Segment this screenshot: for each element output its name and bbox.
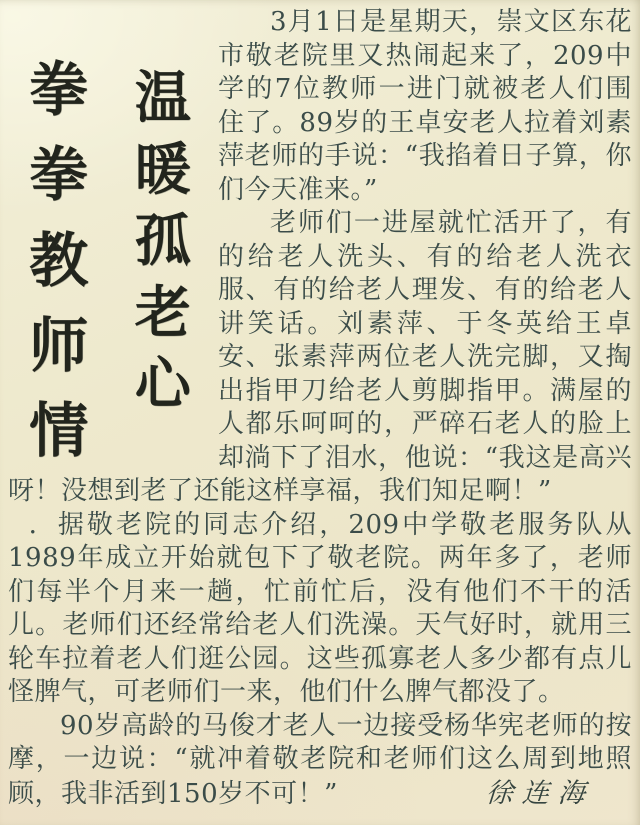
headline-block <box>8 6 218 472</box>
paragraph-1: 3月1日是星期天，崇文区东花市敬老院里又热闹起来了，209中学的7位教师一进门就被老人们围住了。89岁的王卓安老人拉着刘素萍老师的手说：“我掐着日子算，你们今天准来。” <box>218 7 632 205</box>
paragraph-4 <box>8 710 632 812</box>
headline-character: 孤 <box>134 208 192 274</box>
paragraph-3: ．据敬老院的同志介绍，209中学敬老服务队从1989年成立开始就包下了敬老院。两年多了，老师们每半个月来一趟，忙前忙后，没有他们不干的活儿。老师们还经常给老人们洗澡。天气好时，就用三轮车拉着老人们逛公园。这些孤寡老人多少都有点儿怪脾气，可老师们一来，他们什么脾气都没了。 <box>8 509 632 707</box>
author-signature: 徐连海 <box>484 777 596 809</box>
headline-character: 拳 <box>29 55 89 124</box>
headline-vertical-left <box>28 55 90 465</box>
paragraph-4-text: 90岁高龄的马俊才老人一边接受杨华宪老师的按摩，一边说：“就冲着敬老院和老师们这么周到地照顾，我非活到150岁不可！” <box>8 710 632 809</box>
headline-character: 情 <box>29 396 89 465</box>
headline-character: 师 <box>29 310 89 380</box>
headline-character: 暖 <box>134 136 192 203</box>
headline-character: 心 <box>134 351 192 417</box>
headline-character: 老 <box>134 279 192 346</box>
headline-character: 拳 <box>29 140 89 210</box>
headline-vertical-right <box>132 65 194 417</box>
headline-character: 温 <box>134 65 192 131</box>
headline-character: 教 <box>29 225 89 295</box>
paragraph-2: 老师们一进屋就忙活开了，有的给老人洗头、有的给老人洗衣服、有的给老人理发、有的给老人讲笑话。刘素萍、于冬英给王卓安、张素萍两位老人洗完脚，又掏出指甲刀给老人剪脚指甲。满屋的人都乐呵呵的，严碎石老人的脸上却淌下了泪水，他说：“我这是高兴呀！没想到老了还能这样享福，我们知足啊！” <box>8 208 632 506</box>
